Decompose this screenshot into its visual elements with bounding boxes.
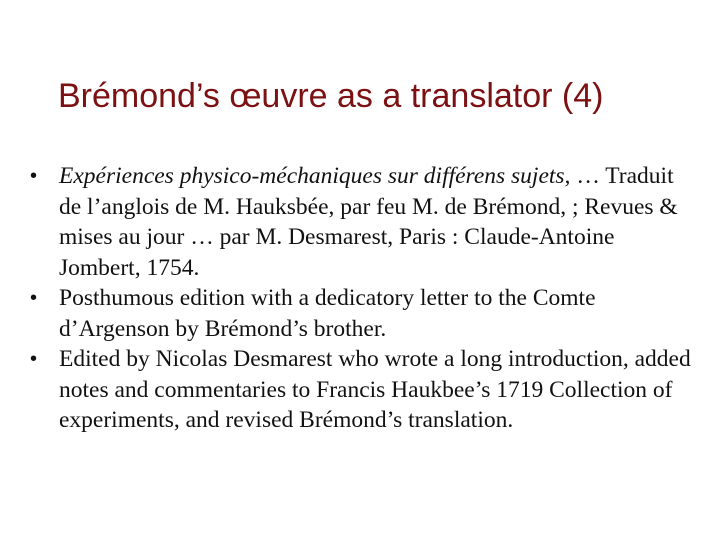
bullet-dot-icon: •	[30, 287, 38, 309]
bullet-item-2	[30, 283, 700, 344]
bullet-item-1	[30, 161, 700, 283]
bullet-text: … Traduit de l’anglois de M. Hauksbée, par feu M. de Brémond, ; Revues & mises au jour … par M. Desmarest, Paris : Claude-Antoine Jombert, 1754.	[59, 163, 678, 281]
bullet-dot-icon: •	[30, 165, 38, 187]
bullet-text: Edited by Nicolas Desmarest who wrote a long introduction, added notes and commentaries to Francis Haukbee’s 1719 Collection of experiments, and revised Brémond’s translation.	[59, 346, 691, 433]
bullet-item-3	[30, 344, 700, 436]
bullet-dot-icon: •	[30, 348, 38, 370]
book-title-text: Expériences physico-méchaniques sur différens sujets,	[59, 163, 571, 189]
bullet-text: Posthumous edition with a dedicatory letter to the Comte d’Argenson by Brémond’s brother.	[59, 285, 596, 342]
bullet-list	[30, 161, 700, 436]
slide-title: Brémond’s œuvre as a translator (4)	[58, 77, 604, 115]
